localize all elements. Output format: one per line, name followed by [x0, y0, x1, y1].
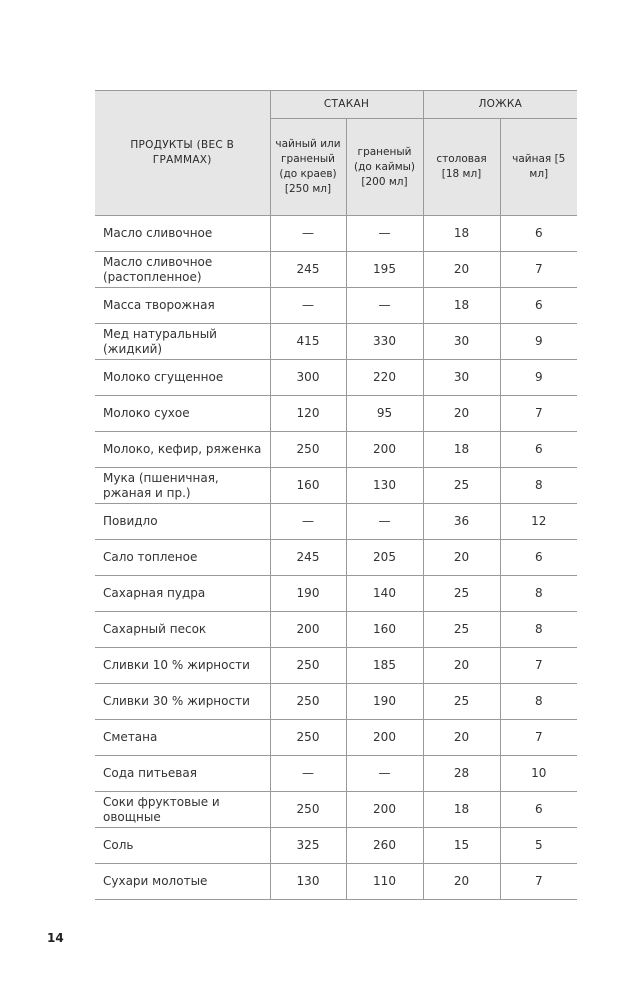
- table-row: [95, 360, 577, 396]
- weights-table: [95, 90, 577, 900]
- spoon-tea-cell: 6: [500, 792, 577, 828]
- glass-tea-cell: 325: [270, 828, 346, 864]
- product-name-cell: Масса творожная: [95, 288, 270, 324]
- glass-faceted-cell: —: [346, 504, 423, 540]
- product-name-cell: Сметана: [95, 720, 270, 756]
- spoon-tea-cell: 7: [500, 252, 577, 288]
- spoon-tea-cell: 8: [500, 576, 577, 612]
- product-name-cell: Сало топленое: [95, 540, 270, 576]
- spoon-tea-cell: 12: [500, 504, 577, 540]
- header-glass-tea: чайный или граненый (до краев) [250 мл]: [270, 119, 346, 216]
- glass-tea-cell: 130: [270, 864, 346, 900]
- spoon-tea-cell: 8: [500, 684, 577, 720]
- glass-tea-cell: 250: [270, 648, 346, 684]
- glass-faceted-cell: 205: [346, 540, 423, 576]
- spoon-table-cell: 18: [423, 288, 500, 324]
- glass-faceted-cell: 200: [346, 432, 423, 468]
- spoon-tea-cell: 8: [500, 468, 577, 504]
- glass-tea-cell: —: [270, 216, 346, 252]
- glass-faceted-cell: 140: [346, 576, 423, 612]
- spoon-tea-cell: 6: [500, 288, 577, 324]
- spoon-table-cell: 20: [423, 720, 500, 756]
- product-name-cell: Мука (пшеничная, ржаная и пр.): [95, 468, 270, 504]
- product-name-cell: Соль: [95, 828, 270, 864]
- spoon-table-cell: 20: [423, 540, 500, 576]
- product-name-cell: Сахарный песок: [95, 612, 270, 648]
- header-spoon-table: столовая [18 мл]: [423, 119, 500, 216]
- spoon-table-cell: 20: [423, 252, 500, 288]
- glass-tea-cell: 300: [270, 360, 346, 396]
- table-row: [95, 720, 577, 756]
- table-row: [95, 468, 577, 504]
- product-name-cell: Сливки 10 % жирности: [95, 648, 270, 684]
- glass-tea-cell: —: [270, 288, 346, 324]
- spoon-table-cell: 28: [423, 756, 500, 792]
- table-row: [95, 684, 577, 720]
- glass-faceted-cell: —: [346, 756, 423, 792]
- spoon-table-cell: 18: [423, 216, 500, 252]
- product-name-cell: Масло сливочное: [95, 216, 270, 252]
- product-name-cell: Сахарная пудра: [95, 576, 270, 612]
- spoon-table-cell: 18: [423, 792, 500, 828]
- glass-tea-cell: 190: [270, 576, 346, 612]
- glass-faceted-cell: 260: [346, 828, 423, 864]
- product-name-cell: Молоко сгущенное: [95, 360, 270, 396]
- table-body: [95, 216, 577, 900]
- glass-faceted-cell: 330: [346, 324, 423, 360]
- spoon-tea-cell: 5: [500, 828, 577, 864]
- glass-faceted-cell: 195: [346, 252, 423, 288]
- glass-tea-cell: —: [270, 504, 346, 540]
- spoon-tea-cell: 9: [500, 360, 577, 396]
- spoon-tea-cell: 6: [500, 432, 577, 468]
- spoon-table-cell: 20: [423, 396, 500, 432]
- glass-tea-cell: 250: [270, 792, 346, 828]
- glass-faceted-cell: 220: [346, 360, 423, 396]
- glass-faceted-cell: 200: [346, 720, 423, 756]
- table-header: [95, 91, 577, 216]
- spoon-table-cell: 30: [423, 360, 500, 396]
- glass-tea-cell: 250: [270, 720, 346, 756]
- table-row: [95, 432, 577, 468]
- table-row: [95, 576, 577, 612]
- glass-tea-cell: 250: [270, 432, 346, 468]
- page-number: 14: [47, 931, 64, 945]
- product-name-cell: Мед натуральный (жидкий): [95, 324, 270, 360]
- glass-faceted-cell: 190: [346, 684, 423, 720]
- glass-tea-cell: 245: [270, 252, 346, 288]
- spoon-tea-cell: 7: [500, 864, 577, 900]
- table-row: [95, 648, 577, 684]
- product-name-cell: Соки фруктовые и овощные: [95, 792, 270, 828]
- glass-tea-cell: 160: [270, 468, 346, 504]
- spoon-table-cell: 18: [423, 432, 500, 468]
- glass-tea-cell: 120: [270, 396, 346, 432]
- spoon-tea-cell: 7: [500, 648, 577, 684]
- table-row: [95, 612, 577, 648]
- header-group-spoon: ЛОЖКА: [423, 91, 577, 119]
- table-row: [95, 324, 577, 360]
- glass-faceted-cell: 110: [346, 864, 423, 900]
- product-name-cell: Молоко, кефир, ряженка: [95, 432, 270, 468]
- table-row: [95, 288, 577, 324]
- spoon-tea-cell: 9: [500, 324, 577, 360]
- glass-tea-cell: 415: [270, 324, 346, 360]
- product-name-cell: Масло сливочное (растопленное): [95, 252, 270, 288]
- spoon-tea-cell: 10: [500, 756, 577, 792]
- header-products: ПРОДУКТЫ (ВЕС В ГРАММАХ): [95, 91, 270, 216]
- table-row: [95, 756, 577, 792]
- glass-faceted-cell: —: [346, 288, 423, 324]
- spoon-tea-cell: 6: [500, 540, 577, 576]
- table-row: [95, 216, 577, 252]
- spoon-table-cell: 30: [423, 324, 500, 360]
- table-row: [95, 792, 577, 828]
- product-name-cell: Сода питьевая: [95, 756, 270, 792]
- glass-faceted-cell: 160: [346, 612, 423, 648]
- glass-faceted-cell: 130: [346, 468, 423, 504]
- header-spoon-tea: чайная [5 мл]: [500, 119, 577, 216]
- spoon-table-cell: 20: [423, 648, 500, 684]
- spoon-tea-cell: 7: [500, 720, 577, 756]
- glass-faceted-cell: —: [346, 216, 423, 252]
- spoon-table-cell: 25: [423, 612, 500, 648]
- product-name-cell: Повидло: [95, 504, 270, 540]
- table-row: [95, 252, 577, 288]
- glass-tea-cell: 200: [270, 612, 346, 648]
- product-name-cell: Сливки 30 % жирности: [95, 684, 270, 720]
- table-row: [95, 864, 577, 900]
- table-row: [95, 396, 577, 432]
- table-row: [95, 828, 577, 864]
- spoon-table-cell: 15: [423, 828, 500, 864]
- header-glass-faceted: граненый (до каймы) [200 мл]: [346, 119, 423, 216]
- table-row: [95, 540, 577, 576]
- spoon-table-cell: 20: [423, 864, 500, 900]
- spoon-table-cell: 25: [423, 576, 500, 612]
- spoon-table-cell: 25: [423, 468, 500, 504]
- glass-faceted-cell: 200: [346, 792, 423, 828]
- table-row: [95, 504, 577, 540]
- glass-tea-cell: 250: [270, 684, 346, 720]
- product-name-cell: Сухари молотые: [95, 864, 270, 900]
- glass-tea-cell: —: [270, 756, 346, 792]
- header-group-glass: СТАКАН: [270, 91, 423, 119]
- spoon-tea-cell: 6: [500, 216, 577, 252]
- spoon-tea-cell: 8: [500, 612, 577, 648]
- glass-tea-cell: 245: [270, 540, 346, 576]
- glass-faceted-cell: 185: [346, 648, 423, 684]
- spoon-table-cell: 36: [423, 504, 500, 540]
- spoon-tea-cell: 7: [500, 396, 577, 432]
- product-name-cell: Молоко сухое: [95, 396, 270, 432]
- glass-faceted-cell: 95: [346, 396, 423, 432]
- spoon-table-cell: 25: [423, 684, 500, 720]
